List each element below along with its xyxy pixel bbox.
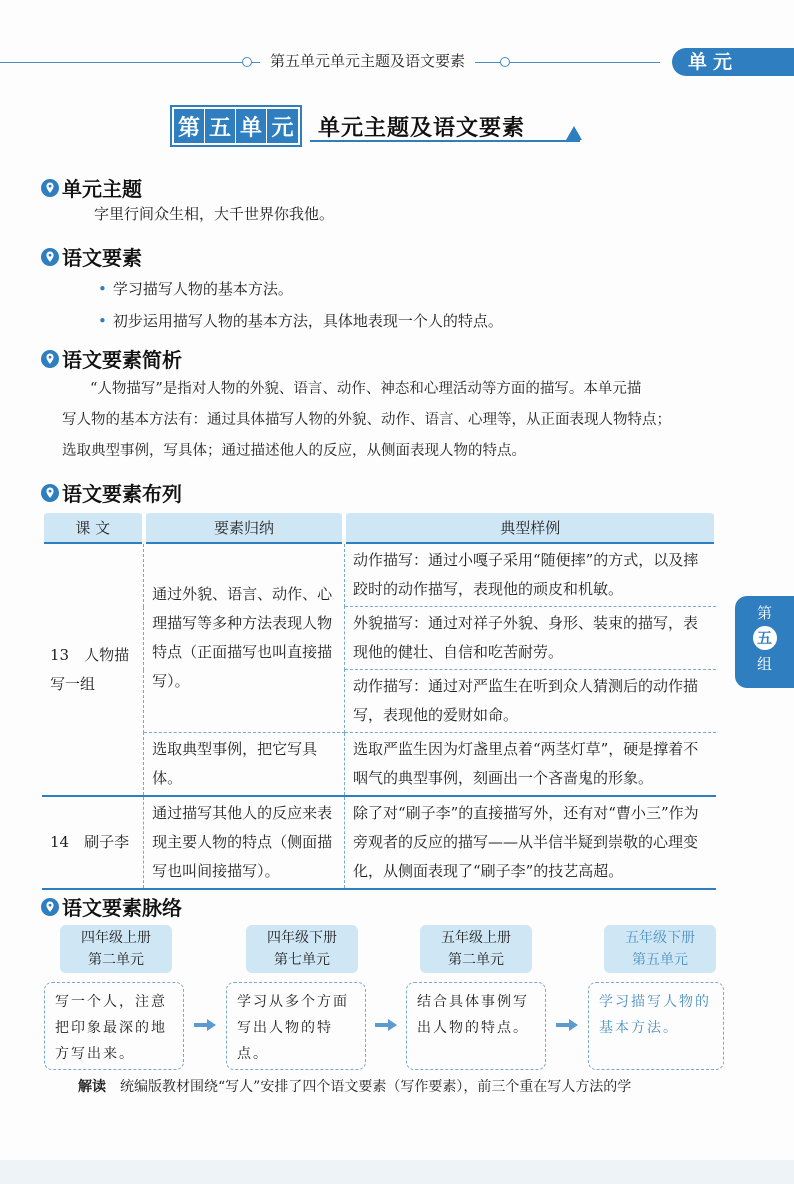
element-bullet-text: 初步运用描写人物的基本方法，具体地表现一个人的特点。 xyxy=(112,312,503,330)
example-cell: 动作描写：通过对严监生在听到众人猜测后的动作描写，表现他的爱财如命。 xyxy=(344,670,716,733)
analysis-paragraph xyxy=(62,374,722,467)
flow-step: 学习描写人物的基本方法。 xyxy=(588,982,724,1070)
title-underline xyxy=(310,140,580,142)
section-heading-theme xyxy=(40,173,142,202)
title-badge-char: 五 xyxy=(205,109,236,143)
section-heading-context xyxy=(40,892,182,921)
location-pin-icon xyxy=(40,897,60,917)
table-row xyxy=(42,543,716,607)
unit-tab: 单元 xyxy=(672,48,794,76)
example-cell: 选取严监生因为灯盏里点着“两茎灯草”，硬是撑着不咽气的典型事例，刻画出一个吝啬鬼的形象。 xyxy=(344,733,716,797)
theme-text: 字里行间众生相，大千世界你我他。 xyxy=(94,205,335,223)
location-pin-icon xyxy=(40,178,60,198)
side-tab-top: 第 xyxy=(756,604,772,622)
grade-label xyxy=(246,925,358,973)
table-row xyxy=(42,733,716,797)
element-bullet xyxy=(98,310,503,331)
title-triangle xyxy=(566,126,582,140)
section-heading-elements xyxy=(40,242,142,271)
flow-step: 结合具体事例写出人物的特点。 xyxy=(406,982,546,1070)
running-header xyxy=(0,48,794,76)
flow-step: 写一个人，注意把印象最深的地方写出来。 xyxy=(44,982,184,1070)
side-tab-bottom: 组 xyxy=(756,655,772,673)
location-pin-icon xyxy=(40,247,60,267)
column-header: 典型样例 xyxy=(344,513,716,543)
arrow-right-icon xyxy=(193,1018,217,1032)
bullet-dot: • xyxy=(98,280,107,298)
grade-book: 四年级上册 xyxy=(81,930,151,946)
grade-label xyxy=(604,925,716,973)
note-text: 统编版教材围绕“写人”安排了四个语文要素（写作要素），前三个重在写人方法的学 xyxy=(120,1079,632,1095)
section-heading-distribution xyxy=(40,478,182,507)
analysis-line: 写人物的基本方法有：通过具体描写人物的外貌、动作、语言、心理等，从正面表现人物特点； xyxy=(62,412,671,428)
summary-cell: 通过外貌、语言、动作、心理描写等多种方法表现人物特点（正面描写也叫直接描写）。 xyxy=(144,543,345,733)
lesson-cell: 14 刷子李 xyxy=(42,796,144,889)
summary-cell: 通过描写其他人的反应来表现主要人物的特点（侧面描写也叫间接描写）。 xyxy=(144,796,345,889)
summary-cell: 选取典型事例，把它写具体。 xyxy=(144,733,345,797)
location-pin-icon xyxy=(40,349,60,369)
title-badge xyxy=(172,107,300,145)
note-label: 解读 xyxy=(78,1079,106,1095)
table-header-row xyxy=(42,513,716,543)
grade-book: 五年级上册 xyxy=(441,930,511,946)
distribution-table xyxy=(40,513,718,890)
title-text: 单元主题及语文要素 xyxy=(318,115,526,141)
example-cell: 除了对“刷子李”的直接描写外，还有对“曹小三”作为旁观者的反应的描写——从半信半疑到崇敬的心理变化，从侧面表现了“刷子李”的技艺高超。 xyxy=(344,796,716,889)
title-badge-char: 元 xyxy=(267,109,298,143)
column-header: 课 文 xyxy=(42,513,144,543)
element-bullet-text: 学习描写人物的基本方法。 xyxy=(112,280,293,298)
grade-label xyxy=(420,925,532,973)
location-pin-icon xyxy=(40,483,60,503)
side-tab-number: 五 xyxy=(753,626,777,650)
header-dot-left xyxy=(242,57,252,67)
title-badge-char: 第 xyxy=(174,109,205,143)
grade-unit: 第二单元 xyxy=(88,952,144,968)
section-heading-text: 语文要素脉络 xyxy=(62,896,182,920)
grade-book: 四年级下册 xyxy=(267,930,337,946)
example-cell: 动作描写：通过小嘎子采用“随便摔”的方式，以及摔跤时的动作描写，表现他的顽皮和机敏。 xyxy=(344,543,716,607)
section-heading-text: 语文要素布列 xyxy=(62,482,182,506)
lesson-cell: 13 人物描写一组 xyxy=(42,543,144,796)
section-heading-text: 语文要素 xyxy=(62,246,142,270)
grade-unit: 第七单元 xyxy=(274,952,330,968)
header-dot-right xyxy=(500,57,510,67)
grade-book: 五年级下册 xyxy=(625,930,695,946)
group-side-tab xyxy=(735,596,794,688)
grade-unit: 第五单元 xyxy=(632,952,688,968)
section-heading-text: 语文要素简析 xyxy=(62,348,182,372)
page-bottom-edge xyxy=(0,1160,794,1184)
section-heading-text: 单元主题 xyxy=(62,177,142,201)
title-badge-char: 单 xyxy=(236,109,267,143)
flow-step: 学习从多个方面写出人物的特点。 xyxy=(226,982,366,1070)
arrow-right-icon xyxy=(555,1018,579,1032)
grade-label xyxy=(60,925,172,973)
interpretation-note xyxy=(78,1076,631,1096)
table-row xyxy=(42,796,716,889)
example-cell: 外貌描写：通过对祥子外貌、身形、装束的描写，表现他的健壮、自信和吃苦耐劳。 xyxy=(344,607,716,670)
bullet-dot: • xyxy=(98,312,107,330)
column-header: 要素归纳 xyxy=(144,513,345,543)
grade-unit: 第二单元 xyxy=(448,952,504,968)
running-title: 第五单元单元主题及语文要素 xyxy=(260,50,475,71)
element-bullet xyxy=(98,278,293,299)
arrow-right-icon xyxy=(374,1018,398,1032)
analysis-line: “人物描写”是指对人物的外貌、语言、动作、神态和心理活动等方面的描写。本单元描 xyxy=(90,381,642,397)
analysis-line: 选取典型事例，写具体；通过描述他人的反应，从侧面表现人物的特点。 xyxy=(62,443,526,459)
section-heading-analysis xyxy=(40,344,182,373)
